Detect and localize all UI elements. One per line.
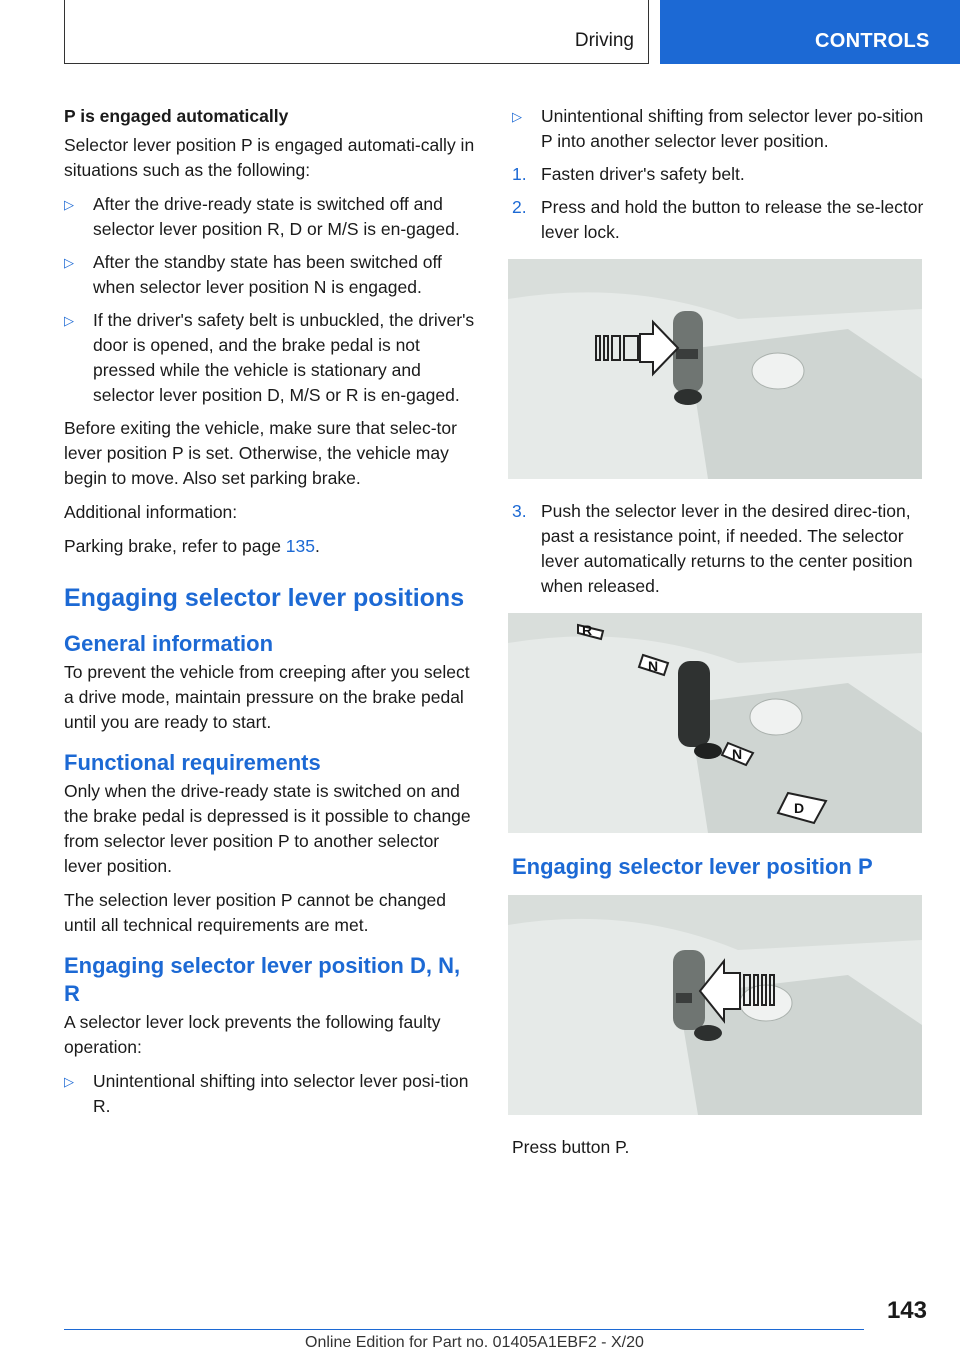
subheading-functional: Functional requirements [64, 750, 321, 775]
header-section-title: Driving [574, 30, 634, 51]
triangle-bullet-icon: ▷ [512, 109, 522, 124]
parking-brake-reference: Parking brake, refer to page 135. [64, 536, 320, 556]
list-item: ▷ If the driver's safety belt is unbuckled, the driver's door is opened, and the brake pedal is not pressed while the vehicle is stationary and selector lever position D, M/S or R is en-gaged. [64, 310, 475, 405]
before-exit-text: Before exiting the vehicle, make sure that selec-tor lever position P is set. Otherwise, the vehicle may begin to move. Also set parking brake. [64, 418, 457, 488]
subheading-dnr: Engaging selector lever position D, N, R [64, 953, 461, 1006]
figure-press-p [508, 895, 922, 1115]
functional-text-1: Only when the drive-ready state is switched on and the brake pedal is depressed is it possible to change from selector lever position P to another selector lever position. [64, 781, 471, 876]
triangle-bullet-icon: ▷ [64, 197, 74, 212]
dnr-text: A selector lever lock prevents the following faulty operation: [64, 1012, 441, 1057]
additional-info-label: Additional information: [64, 502, 238, 522]
header-chapter-title: CONTROLS [815, 30, 930, 52]
left-column [64, 104, 478, 1127]
step-item: 2. Press and hold the button to release the se-lector lever lock. [512, 197, 924, 242]
right-column [512, 104, 926, 1169]
list-item: ▷ Unintentional shifting from selector lever po-sition P into another selector lever position. [512, 106, 924, 151]
functional-text-2: The selection lever position P cannot be changed until all technical requirements are met. [64, 890, 447, 935]
header-chapter-tab [660, 0, 960, 64]
list-item: ▷ After the drive-ready state is switched off and selector lever position R, D or M/S is en-gaged. [64, 194, 460, 239]
footer-edition: Online Edition for Part no. 01405A1EBF2 - X/20 [305, 1334, 644, 1351]
figure-release-lever-lock [508, 259, 922, 479]
press-p-caption: Press button P. [512, 1137, 630, 1157]
step-item: 1. Fasten driver's safety belt. [512, 164, 745, 184]
general-text: To prevent the vehicle from creeping after you select a drive mode, maintain pressure on the brake pedal until you are ready to start. [64, 662, 470, 732]
p-auto-intro: Selector lever position P is engaged automati-cally in situations such as the following: [64, 135, 475, 180]
shift-label-n-lower: N [732, 746, 743, 762]
triangle-bullet-icon: ▷ [64, 255, 74, 270]
figure-shift-directions [508, 613, 922, 833]
p-auto-heading: P is engaged automatically [64, 106, 289, 126]
subheading-general: General information [64, 631, 274, 656]
footer-divider [64, 1329, 864, 1330]
section-heading-engaging: Engaging selector lever positions [64, 584, 465, 612]
subheading-position-p: Engaging selector lever position P [512, 854, 873, 879]
shift-label-n-upper: N [648, 658, 659, 674]
step-item: 3. Push the selector lever in the desired direc-tion, past a resistance point, if needed. The selector lever automatically returns to the center position when released. [512, 501, 913, 596]
shift-label-r: R [582, 622, 593, 638]
page-link-135[interactable]: 135 [285, 536, 315, 556]
triangle-bullet-icon: ▷ [64, 1074, 74, 1089]
header-section-box [64, 0, 649, 64]
list-item: ▷ Unintentional shifting into selector lever posi-tion R. [64, 1071, 469, 1116]
triangle-bullet-icon: ▷ [64, 313, 74, 328]
shift-label-d: D [794, 800, 805, 816]
list-item: ▷ After the standby state has been switched off when selector lever position N is engaged. [64, 252, 442, 297]
page-number: 143 [886, 1297, 927, 1324]
